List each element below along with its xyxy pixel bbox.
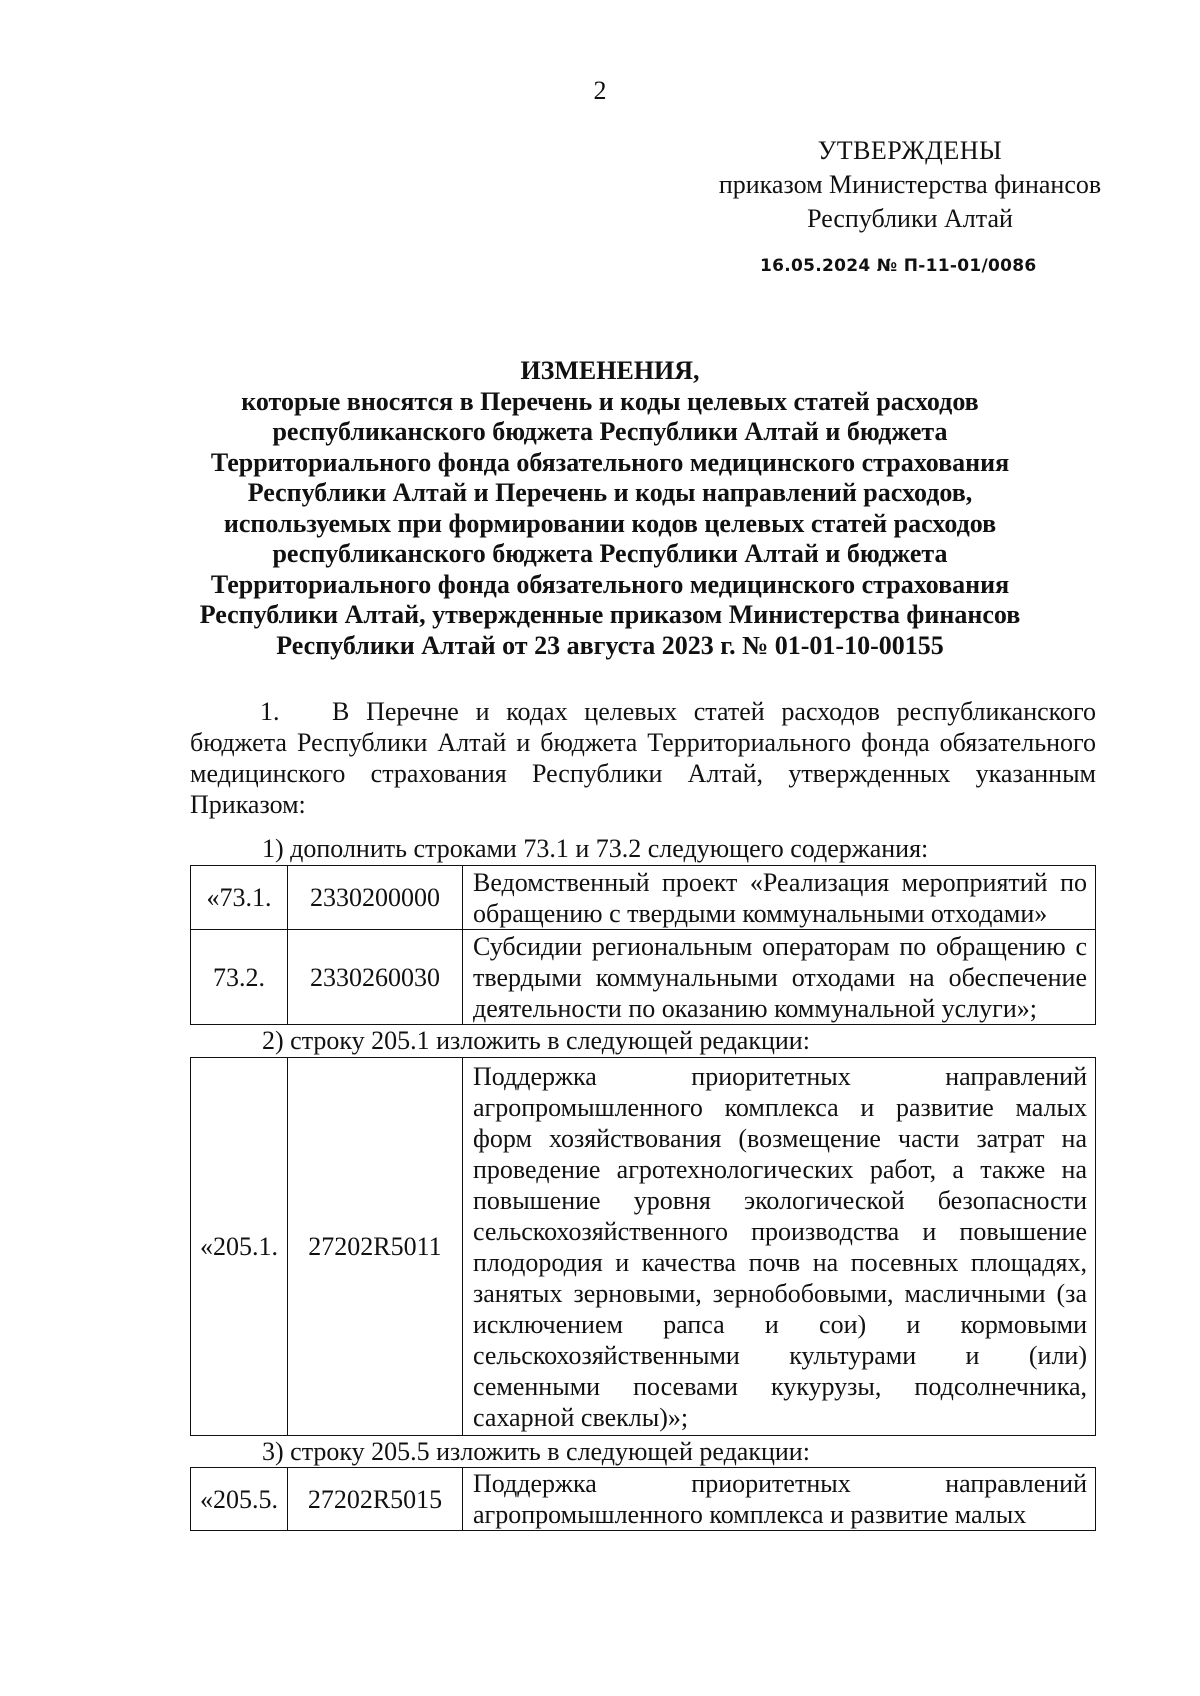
paragraph-number: 1.	[260, 697, 280, 726]
row-name: Поддержка приоритетных направлений агропромышленного комплекса и развитие малых форм хозяйствования (возмещение части затрат на проведение агротехнологических работ, а также на повышение уровня экологической безопасности сельскохозяйственного производства и повышение плодородия и качества почв на посевных площадях, занятых зерновыми, зернобобовыми, масличными (за исключением рапса и сои) и кормовыми сельскохозяйственными культурами и (или) семенными посевами кукурузы, подсолнечника, сахарной свеклы)»;	[463, 1058, 1096, 1436]
paragraph-1	[190, 696, 1096, 820]
subitem-label: 2) строку 205.1 изложить в следующей редакции:	[262, 1026, 810, 1055]
table-row	[191, 866, 1096, 930]
title-line: Территориального фонда обязательного медицинского страхования	[210, 569, 1010, 599]
table-row	[191, 1468, 1096, 1531]
order-reference: 16.05.2024 № П-11-01/0086	[760, 256, 1037, 276]
title-line: используемых при формировании кодов целевых статей расходов	[223, 508, 997, 538]
table-row	[191, 1058, 1096, 1436]
paragraph-text: В Перечне и кодах целевых статей расходов республиканского бюджета Республики Алтай и бюджета Территориального фонда обязательного медицинского страхования Республики Алтай, утвержденных указанным Приказом:	[190, 697, 1096, 819]
subitem-label: 3) строку 205.5 изложить в следующей редакции:	[262, 1437, 810, 1466]
title-line: Территориального фонда обязательного медицинского страхования	[210, 447, 1010, 477]
approval-title: УТВЕРЖДЕНЫ	[817, 136, 1003, 165]
title-line: республиканского бюджета Республики Алтай и бюджета	[272, 417, 948, 446]
page-number: 2	[593, 76, 607, 105]
document-title	[150, 356, 1070, 661]
title-line: республиканского бюджета Республики Алтай и бюджета	[272, 539, 948, 568]
row-number: 73.2.	[191, 930, 288, 1025]
row-number: «205.5.	[191, 1468, 288, 1531]
title-heading: ИЗМЕНЕНИЯ,	[520, 356, 700, 385]
title-line: Республики Алтай от 23 августа 2023 г. № 01-01-10-00155	[276, 630, 944, 660]
title-line: Республики Алтай, утвержденные приказом Министерства финансов	[199, 600, 1021, 629]
items-table-3	[190, 1467, 1096, 1531]
row-number: «73.1.	[191, 866, 288, 930]
row-name: Ведомственный проект «Реализация мероприятий по обращению с твердыми коммунальными отходами»	[463, 866, 1096, 930]
row-code: 2330260030	[288, 930, 463, 1025]
row-name: Субсидии региональным операторам по обращению с твердыми коммунальными отходами на обеспечение деятельности по оказанию коммунальной услуги»;	[463, 930, 1096, 1025]
approval-block	[700, 134, 1120, 236]
row-name: Поддержка приоритетных направлений агропромышленного комплекса и развитие малых	[463, 1468, 1096, 1531]
items-table-2	[190, 1057, 1096, 1436]
title-line: которые вносятся в Перечень и коды целевых статей расходов	[241, 386, 979, 416]
items-table-1	[190, 865, 1096, 1025]
row-code: 27202R5011	[288, 1058, 463, 1436]
row-code: 2330200000	[288, 866, 463, 930]
subitem-label: 1) дополнить строками 73.1 и 73.2 следующего содержания:	[262, 834, 929, 863]
approval-line: Республики Алтай	[807, 204, 1013, 233]
table-row	[191, 930, 1096, 1025]
approval-line: приказом Министерства финансов	[718, 170, 1102, 199]
row-number: «205.1.	[191, 1058, 288, 1436]
title-line: Республики Алтай и Перечень и коды направлений расходов,	[247, 478, 973, 507]
row-code: 27202R5015	[288, 1468, 463, 1531]
